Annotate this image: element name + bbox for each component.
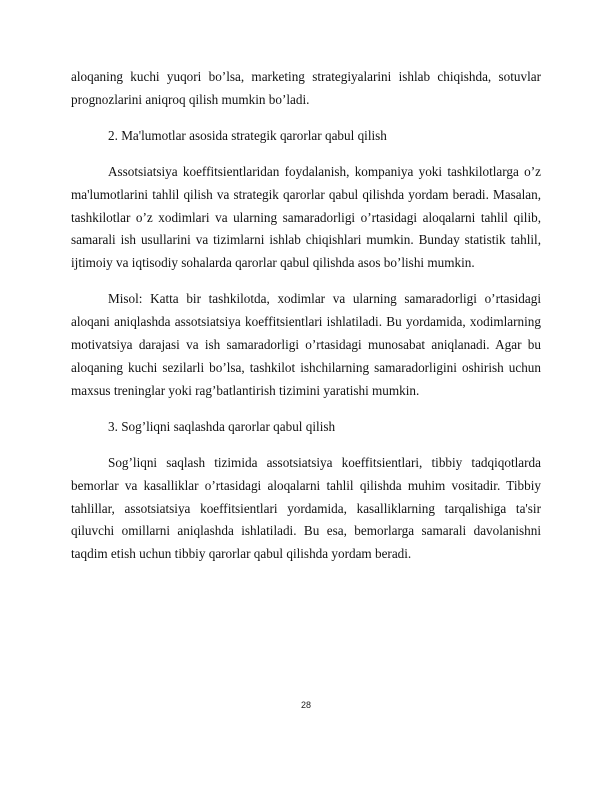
paragraph-continuation: aloqaning kuchi yuqori bo’lsa, marketing strategiyalarini ishlab chiqishda, sotuvlar prognozlarini aniqroq qilish mumkin bo’ladi. xyxy=(71,69,541,107)
paragraph-strategic-decisions: Assotsiatsiya koeffitsientlaridan foydalanish, kompaniya yoki tashkilotlarga o’z ma'lumotlarini tahlil qilish va strategik qarorlar qabul qilishda yordam beradi. Masalan, tashkilotlar o’z xodimlari va ularning samaradorligi o’rtasidagi aloqalarni tahlil qilib, samarali ish usullarini va tizimlarni ishlab chiqishlari mumkin. Bunday statistik tahlil, ijtimoiy va iqtisodiy sohalarda qarorlar qabul qilishda asos bo’lishi mumkin. xyxy=(71,163,541,271)
page-number: 28 xyxy=(300,700,311,710)
document-page xyxy=(71,66,541,566)
section-heading-2: 2. Ma'lumotlar asosida strategik qarorlar qabul qilish xyxy=(108,127,387,143)
section-heading-3: 3. Sog’liqni saqlashda qarorlar qabul qilish xyxy=(108,418,336,434)
paragraph-healthcare: Sog’liqni saqlash tizimida assotsiatsiya koeffitsientlari, tibbiy tadqiqotlarda bemorlar va kasalliklar o’rtasidagi aloqalarni tahlil qilishda muhim vositadir. Tibbiy tahlillar, assotsiatsiya koeffitsientlari yordamida, kasalliklarning tarqalishiga ta'sir qiluvchi omillarni aniqlashda ishlatiladi. Bu esa, bemorlarga samarali davolanishni taqdim etish uchun tibbiy qarorlar qabul qilishda yordam beradi. xyxy=(71,454,541,562)
paragraph-example: Misol: Katta bir tashkilotda, xodimlar va ularning samaradorligi o’rtasidagi aloqani aniqlashda assotsiatsiya koeffitsientlari ishlatiladi. Bu yordamida, xodimlarning motivatsiya darajasi va ish samaradorligi o’rtasidagi munosabat aniqlanadi. Agar bu aloqaning kuchi sezilarli bo’lsa, tashkilot ishchilarning samaradorligini oshirish uchun maxsus treninglar yoki rag’batlantirish tizimini yaratishi mumkin. xyxy=(71,291,541,398)
